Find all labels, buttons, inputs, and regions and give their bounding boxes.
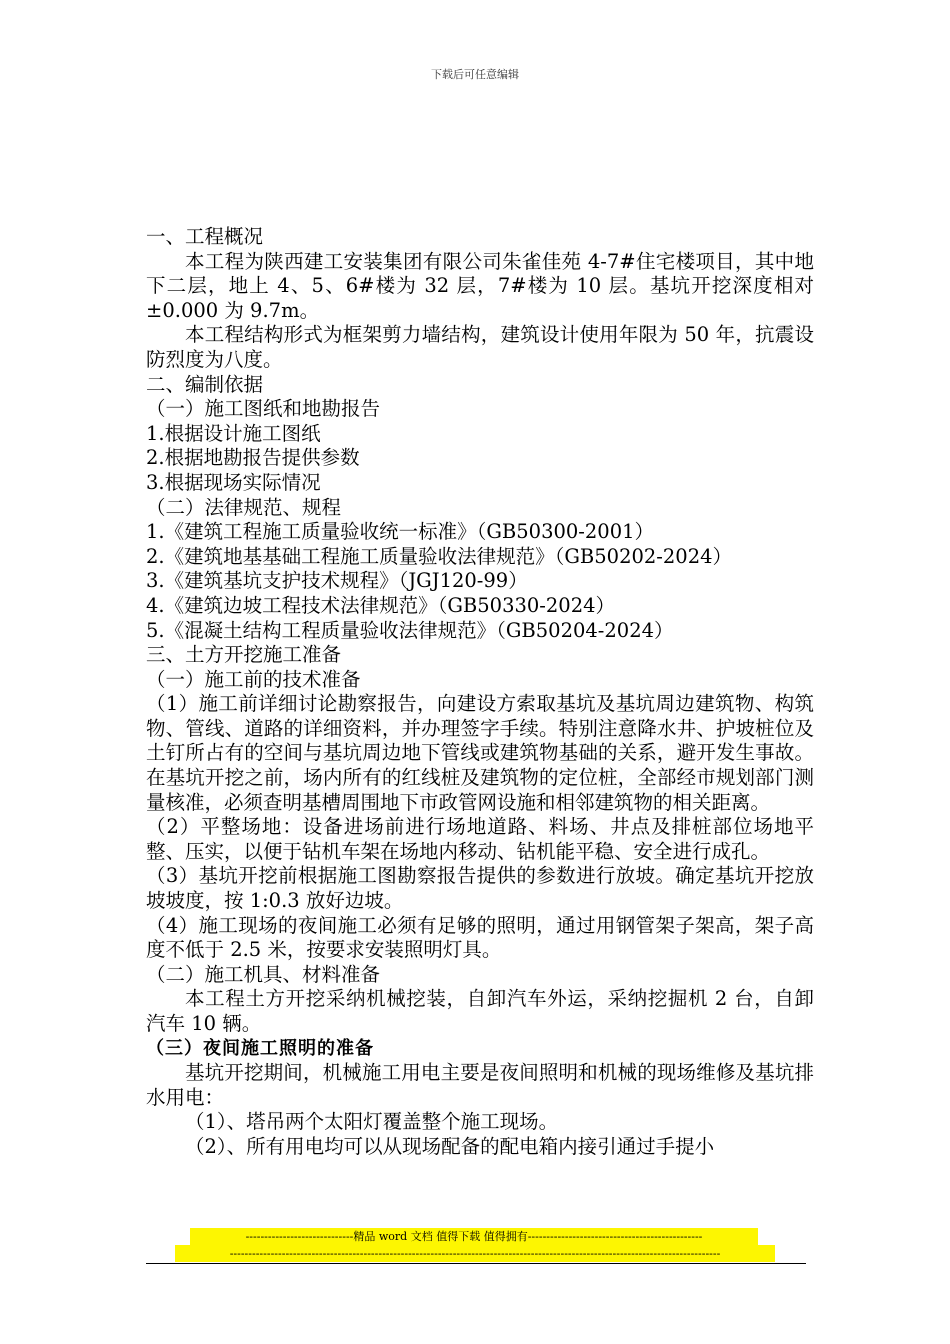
paragraph-line: 4.《建筑边坡工程技术法律规范》（GB50330-2024）: [146, 593, 616, 617]
paragraph-line: 1.《建筑工程施工质量验收统一标准》（GB50300-2001）: [146, 520, 655, 544]
paragraph-line: （二）法律规范、规程: [146, 495, 342, 519]
paragraph-line: （1）施工前详细讨论勘察报告，向建设方索取基坑及基坑周边建筑物、构筑物、管线、道路的详细资料，并办理签字手续。特别注意降水井、护坡桩位及土钉所占有的空间与基坑周边地下管线或建筑物基础的关系，避开发生事故。在基坑开挖之前，场内所有的红线桩及建筑物的定位桩，全部经市规划部门测量核准，必须查明基槽周围地下市政管网设施和相邻建筑物的相关距离。: [146, 692, 814, 814]
paragraph-line: 本工程结构形式为框架剪力墙结构，建筑设计使用年限为 50 年，抗震设防烈度为八度。: [146, 323, 814, 371]
paragraph-line: （二）施工机具、材料准备: [146, 962, 381, 986]
header-note: 下载后可任意编辑: [431, 68, 519, 81]
footer-rule: [146, 1263, 806, 1264]
paragraph-line: （一）施工图纸和地勘报告: [146, 397, 381, 421]
document-body: [146, 225, 814, 1160]
footer-banner-line1: -----------------------------精品 word 文档 值得下载 值得拥有-----------------------------------------------: [190, 1228, 758, 1245]
paragraph-line: 本工程土方开挖采纳机械挖装，自卸汽车外运，采纳挖掘机 2 台，自卸汽车 10 辆。: [146, 987, 814, 1035]
paragraph-line: （4）施工现场的夜间施工必须有足够的照明，通过用钢管架子架高，架子高度不低于 2.5 米，按要求安装照明灯具。: [146, 913, 814, 962]
paragraph-line: （一）施工前的技术准备: [146, 667, 361, 691]
paragraph-line: 三、土方开挖施工准备: [146, 643, 342, 667]
paragraph-line: （三）夜间施工照明的准备: [146, 1037, 374, 1059]
paragraph-line: 二、编制依据: [146, 372, 264, 396]
paragraph-line: 5.《混凝土结构工程质量验收法律规范》（GB50204-2024）: [146, 618, 674, 642]
footer-banner-line2: ------------------------------------------------------------------------------------------------------------------------------------: [175, 1245, 775, 1262]
paragraph-line: 2.根据地勘报告提供参数: [146, 446, 360, 470]
paragraph-line: 一、工程概况: [146, 225, 264, 248]
paragraph-line: 3.根据现场实际情况: [146, 470, 321, 494]
paragraph-line: （1）、塔吊两个太阳灯覆盖整个施工现场。: [185, 1110, 559, 1134]
paragraph-line: （3）基坑开挖前根据施工图勘察报告提供的参数进行放坡。确定基坑开挖放坡坡度，按 1:0.3 放好边坡。: [146, 864, 814, 913]
paragraph-line: （2）、所有用电均可以从现场配备的配电箱内接引通过手提小: [185, 1134, 715, 1158]
paragraph-line: 2.《建筑地基基础工程施工质量验收法律规范》（GB50202-2024）: [146, 544, 733, 568]
paragraph-line: 本工程为陕西建工安装集团有限公司朱雀佳苑 4-7#住宅楼项目，其中地下二层，地上 4、5、6#楼为 32 层，7#楼为 10 层。基坑开挖深度相对±0.000 为 9.7m。: [146, 249, 814, 322]
paragraph-line: （2）平整场地：设备进场前进行场地道路、料场、井点及排桩部位场地平整、压实，以便于钻机车架在场地内移动、钻机能平稳、安全进行成孔。: [146, 815, 814, 863]
paragraph-line: 基坑开挖期间，机械施工用电主要是夜间照明和机械的现场维修及基坑排水用电：: [146, 1061, 814, 1109]
paragraph-line: 3.《建筑基坑支护技术规程》（JGJ120-99）: [146, 569, 528, 593]
paragraph-line: 1.根据设计施工图纸: [146, 421, 321, 445]
